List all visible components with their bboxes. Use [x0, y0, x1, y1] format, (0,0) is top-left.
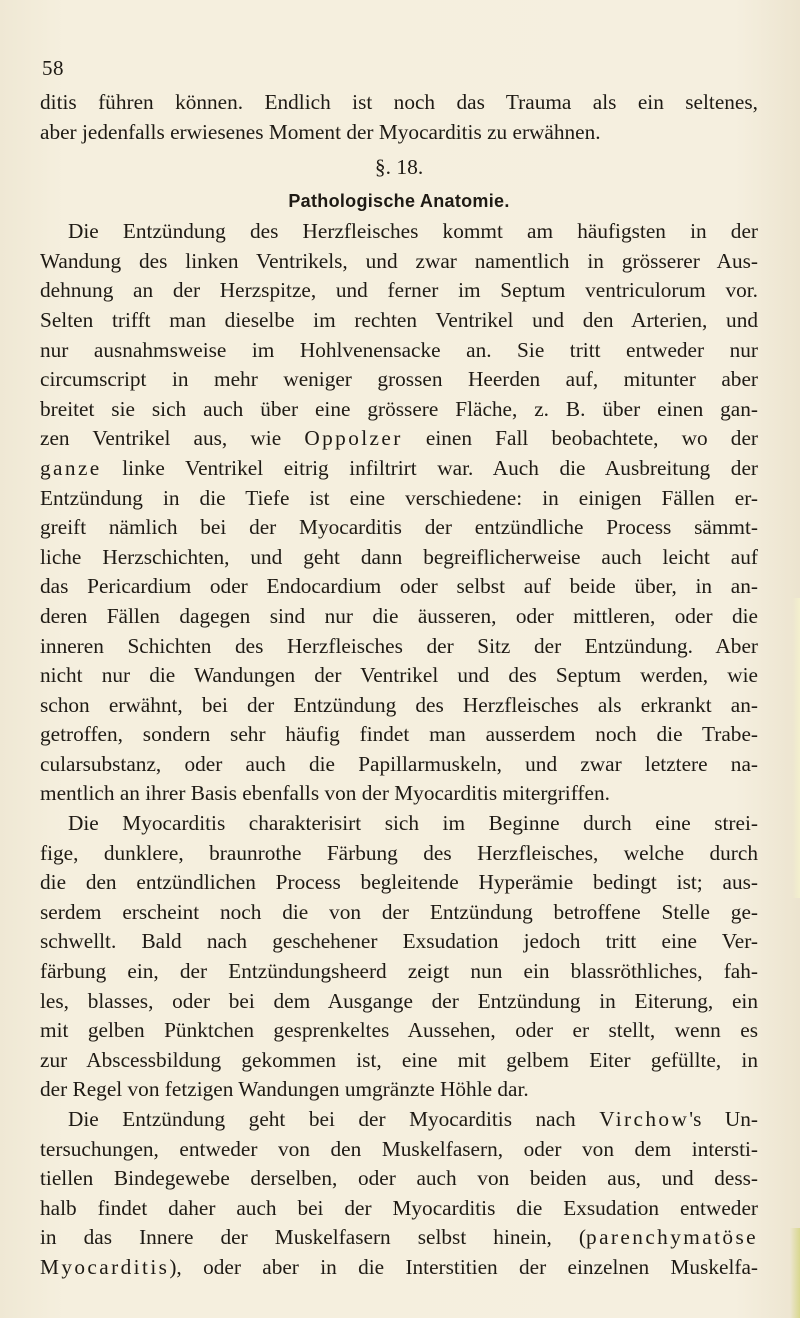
text-line [40, 424, 758, 454]
page-number: 58 [42, 56, 64, 80]
text-line [40, 454, 758, 484]
page-edge-stain [790, 1228, 800, 1318]
text-line: Die Entzündung des Herzfleisches kommt am häufigsten in der [68, 219, 758, 244]
text-line: halb findet daher auch bei der Myocarditis die Exsudation entweder [40, 1195, 758, 1220]
text-line [40, 1223, 758, 1253]
text-line: getroffen, sondern sehr häufig findet man ausserdem noch die Trabe- [40, 722, 758, 747]
text-line: tersuchungen, entweder von den Muskelfasern, oder von dem intersti- [40, 1136, 758, 1161]
text-line: les, blasses, oder bei dem Ausgange der Entzündung in Eiterung, ein [40, 988, 758, 1013]
section-title: Pathologische Anatomie. [288, 191, 510, 212]
text-line: die den entzündlichen Process begleitende Hyperämie bedingt ist; aus- [40, 870, 758, 895]
text-line: serdem erscheint noch die von der Entzündung betroffene Stelle ge- [40, 899, 758, 924]
text-line: nur ausnahmsweise im Hohlvenensacke an. Sie tritt entweder nur [40, 337, 758, 362]
author-name: Virchow [599, 1107, 690, 1131]
text-line: nicht nur die Wandungen der Ventrikel und des Septum werden, wie [40, 663, 758, 688]
author-name: Oppolzer [304, 426, 403, 451]
text-line: tiellen Bindegewebe derselben, oder auch von beiden aus, und dess- [40, 1166, 758, 1191]
text-line: breitet sie sich auch über eine grössere Fläche, z. B. über einen gan- [40, 396, 758, 421]
text-fragment: 's Un- [689, 1107, 758, 1131]
text-line: der Regel von fetzigen Wandungen umgränzte Höhle dar. [40, 1077, 529, 1102]
page-edge-stain [792, 598, 800, 898]
text-line: Wandung des linken Ventrikels, und zwar namentlich in grösserer Aus- [40, 248, 758, 273]
text-fragment: zen Ventrikel aus, wie [40, 426, 305, 451]
text-fragment: Die Entzündung geht bei der Myocarditis nach [68, 1107, 600, 1131]
text-line: cularsubstanz, oder auch die Papillarmuskeln, und zwar letztere na- [40, 751, 758, 776]
text-line: fige, dunklere, braunrothe Färbung des Herzfleisches, welche durch [40, 840, 758, 865]
text-line: aber jedenfalls erwiesenes Moment der Myocarditis zu erwähnen. [40, 119, 601, 144]
body-text [40, 88, 758, 1283]
text-line: liche Herzschichten, und geht dann begreiflicherweise auch leicht auf [40, 544, 758, 569]
text-line: mit gelben Pünktchen gesprenkeltes Aussehen, oder er stellt, wenn es [40, 1018, 758, 1043]
text-fragment: ), oder aber in die Interstitien der einzelnen Muskelfa- [169, 1254, 758, 1279]
text-line: Selten trifft man dieselbe im rechten Ventrikel und den Arterien, und [40, 307, 758, 332]
text-fragment: in das Innere der Muskelfasern selbst hinein, ( [40, 1225, 587, 1250]
text-line: schwellt. Bald nach geschehener Exsudation jedoch tritt eine Ver- [40, 929, 758, 954]
text-line: das Pericardium oder Endocardium oder selbst auf beide über, in an- [40, 574, 758, 599]
text-fragment: einen Fall beobachtete, wo der [402, 426, 758, 451]
emphasized-word: Myocarditis [40, 1254, 170, 1279]
text-line: inneren Schichten des Herzfleisches der Sitz der Entzündung. Aber [40, 633, 758, 658]
text-line: Entzündung in die Tiefe ist eine verschiedene: in einigen Fällen er- [40, 485, 758, 510]
text-line: circumscript in mehr weniger grossen Heerden auf, mitunter aber [40, 367, 758, 392]
text-fragment: linke Ventrikel eitrig infiltrirt war. Auch die Ausbreitung der [101, 455, 758, 480]
text-line [40, 1253, 758, 1283]
text-line: Die Myocarditis charakterisirt sich im Beginne durch eine strei- [68, 811, 758, 836]
text-line: deren Fällen dagegen sind nur die äusseren, oder mittleren, oder die [40, 603, 758, 628]
text-line: greift nämlich bei der Myocarditis der entzündliche Process sämmt- [40, 515, 758, 540]
text-line [40, 1105, 758, 1135]
section-number: §. 18. [374, 155, 424, 180]
text-line: schon erwähnt, bei der Entzündung des Herzfleisches als erkrankt an- [40, 692, 758, 717]
text-line: dehnung an der Herzspitze, und ferner im Septum ventriculorum vor. [40, 278, 758, 303]
text-line: mentlich an ihrer Basis ebenfalls von der Myocarditis mitergriffen. [40, 781, 610, 806]
emphasized-word: ganze [40, 455, 102, 480]
text-line: zur Abscessbildung gekommen ist, eine mit gelbem Eiter gefüllte, in [40, 1047, 758, 1072]
text-line: ditis führen können. Endlich ist noch das Trauma als ein seltenes, [40, 90, 758, 114]
text-line: färbung ein, der Entzündungsheerd zeigt nun ein blassröthliches, fah- [40, 959, 758, 984]
emphasized-word: parenchymatöse [586, 1225, 758, 1250]
